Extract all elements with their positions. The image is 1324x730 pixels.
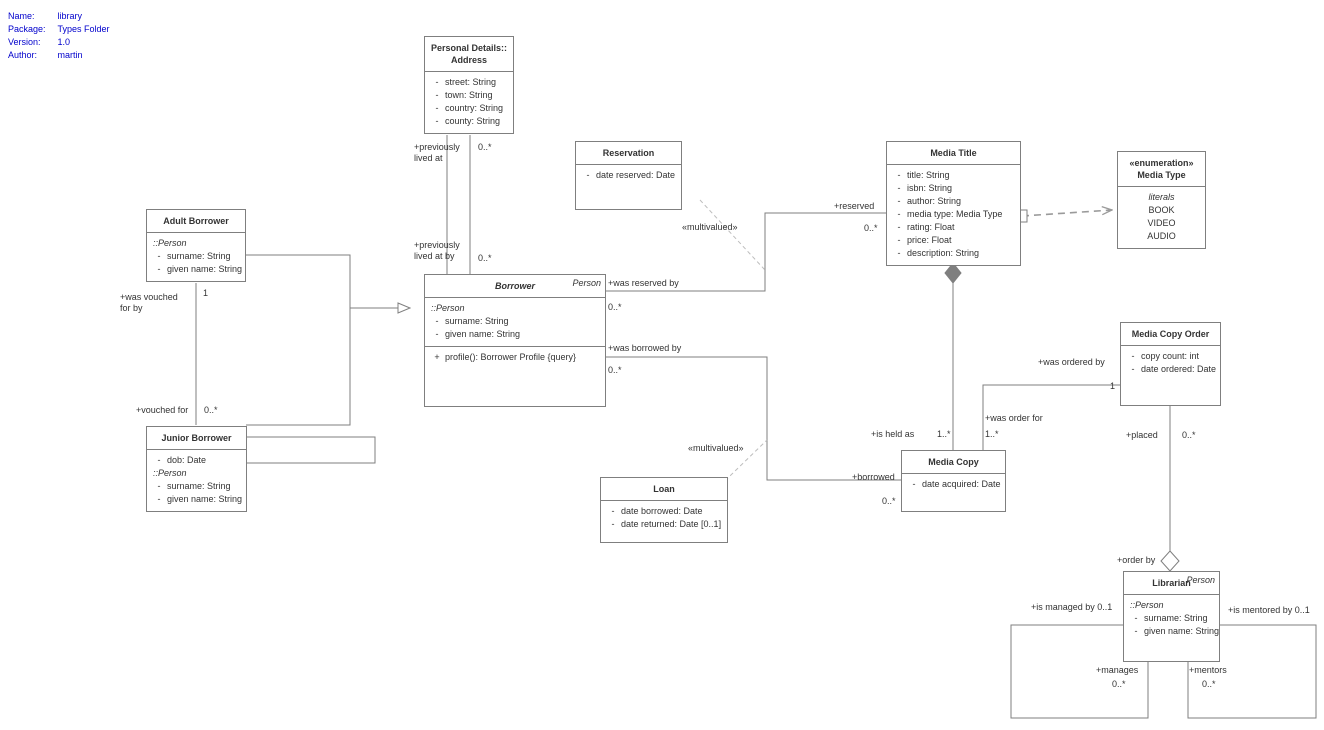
operation-row <box>429 351 601 364</box>
class-media-title-header: Media Title <box>930 148 977 158</box>
attribute-text: isbn: String <box>907 183 953 193</box>
class-borrower-header <box>425 275 605 297</box>
class-borrower[interactable] <box>424 274 606 407</box>
attribute-text: dob: Date <box>167 455 207 465</box>
metadata-key: Name: <box>8 11 35 21</box>
attribute-row <box>151 250 241 263</box>
attribute-row <box>605 518 723 531</box>
class-media-type-title: Media Type <box>1137 170 1186 180</box>
attribute-row <box>1128 612 1215 625</box>
attribute-text: description: String <box>907 248 980 258</box>
visibility-marker: - <box>435 116 439 126</box>
attribute-text: rating: Float <box>907 222 955 232</box>
class-librarian-attributes <box>1124 594 1219 643</box>
class-librarian-header <box>1124 572 1219 594</box>
label-text: for by <box>120 303 143 313</box>
label-is-held-as-multiplicity: 1..* <box>937 429 951 439</box>
metadata-row <box>8 23 110 36</box>
attribute-row <box>1125 350 1216 363</box>
visibility-marker: - <box>897 235 901 245</box>
attribute-row <box>151 454 242 467</box>
label-mentors-multiplicity: 0..* <box>1202 679 1216 689</box>
label-was-ordered-by-multiplicity: 1 <box>1110 381 1116 391</box>
class-junior-borrower-attributes <box>147 449 246 511</box>
class-media-title-attributes <box>887 164 1020 265</box>
metadata-value: Types Folder <box>57 24 110 34</box>
label-text: +previously <box>414 142 460 152</box>
visibility-marker: - <box>897 170 901 180</box>
attribute-row <box>429 328 601 341</box>
visibility-marker: - <box>611 519 615 529</box>
visibility-marker: - <box>912 479 916 489</box>
class-borrower-owner: Person <box>572 278 601 288</box>
metadata-key: Author: <box>8 50 38 60</box>
attribute-row <box>891 221 1016 234</box>
attribute-row <box>891 169 1016 182</box>
attribute-row <box>580 169 677 182</box>
literal-row: BOOK <box>1148 205 1175 215</box>
attribute-text: street: String <box>445 77 497 87</box>
operation-text: profile(): Borrower Profile {query} <box>445 352 577 362</box>
label-manages: +manages <box>1096 665 1139 675</box>
class-media-type-header <box>1118 152 1205 186</box>
label-manages-multiplicity: 0..* <box>1112 679 1126 689</box>
metadata-key: Version: <box>8 37 41 47</box>
label-mentors: +mentors <box>1189 665 1227 675</box>
attribute-row <box>151 263 241 276</box>
class-adult-borrower[interactable] <box>146 209 246 282</box>
literal-row: AUDIO <box>1147 231 1176 241</box>
label-was-borrowed-by-multiplicity: 0..* <box>608 365 622 375</box>
attribute-text: country: String <box>445 103 504 113</box>
attribute-text: surname: String <box>167 251 231 261</box>
label-multivalued-reservation: «multivalued» <box>682 222 738 232</box>
class-reservation-header: Reservation <box>602 148 655 158</box>
inherited-from-label: ::Person <box>1130 600 1164 610</box>
metadata-row <box>8 49 110 62</box>
label-text: +previously <box>414 240 460 250</box>
attribute-text: given name: String <box>167 494 243 504</box>
visibility-marker: - <box>157 455 161 465</box>
visibility-marker: - <box>435 103 439 113</box>
label-text: lived at <box>414 153 443 163</box>
visibility-marker: - <box>897 248 901 258</box>
label-text: lived at by <box>414 251 455 261</box>
label-vouched-for: +vouched for <box>136 405 189 415</box>
attribute-text: given name: String <box>445 329 521 339</box>
attribute-row <box>605 505 723 518</box>
label-borrowed-multiplicity: 0..* <box>882 496 896 506</box>
attribute-text: title: String <box>907 170 950 180</box>
label-is-mentored-by: +is mentored by 0..1 <box>1228 605 1310 615</box>
label-previously-lived-at <box>414 142 460 164</box>
visibility-marker: - <box>435 329 439 339</box>
class-reservation-attributes <box>576 164 681 187</box>
label-is-managed-by: +is managed by 0..1 <box>1031 602 1113 612</box>
inherited-from-label: ::Person <box>153 238 187 248</box>
class-reservation[interactable] <box>575 141 682 210</box>
attribute-row <box>891 208 1016 221</box>
class-media-copy[interactable] <box>901 450 1006 512</box>
visibility-marker: - <box>897 183 901 193</box>
visibility-marker: - <box>1131 351 1135 361</box>
class-media-copy-order-attributes <box>1121 345 1220 381</box>
attribute-row <box>151 480 242 493</box>
attribute-row <box>891 182 1016 195</box>
attribute-row <box>891 234 1016 247</box>
attribute-row <box>906 478 1001 491</box>
visibility-marker: - <box>157 264 161 274</box>
visibility-marker: - <box>435 77 439 87</box>
attribute-text: date borrowed: Date <box>621 506 703 516</box>
label-borrowed: +borrowed <box>852 472 895 482</box>
visibility-marker: - <box>897 196 901 206</box>
attribute-text: surname: String <box>167 481 231 491</box>
attribute-text: date acquired: Date <box>922 479 1001 489</box>
literal-row: VIDEO <box>1147 218 1176 228</box>
label-previously-lived-at-by-multiplicity: 0..* <box>478 253 492 263</box>
class-media-copy-order[interactable] <box>1120 322 1221 406</box>
attribute-row <box>1128 625 1220 638</box>
attribute-text: county: String <box>445 116 501 126</box>
class-media-copy-header: Media Copy <box>928 457 979 467</box>
class-adult-borrower-header: Adult Borrower <box>163 216 229 226</box>
metadata-row <box>8 10 110 23</box>
label-was-borrowed-by: +was borrowed by <box>608 343 682 353</box>
class-media-type-stereotype: «enumeration» <box>1129 158 1194 168</box>
class-adult-borrower-attributes <box>147 232 245 281</box>
visibility-marker: - <box>1134 626 1138 636</box>
label-order-by: +order by <box>1117 555 1156 565</box>
class-address-attributes <box>425 71 513 133</box>
visibility-marker: - <box>586 170 590 180</box>
label-previously-lived-at-by <box>414 240 460 262</box>
attribute-text: date reserved: Date <box>596 170 676 180</box>
class-borrower-attributes <box>425 297 605 346</box>
label-was-reserved-by: +was reserved by <box>608 278 679 288</box>
class-librarian-owner: Person <box>1186 575 1215 585</box>
attribute-text: media type: Media Type <box>907 209 1003 219</box>
class-librarian[interactable] <box>1123 571 1220 662</box>
class-borrower-operations <box>425 346 605 369</box>
attribute-text: date ordered: Date <box>1141 364 1217 374</box>
class-borrower-title: Borrower <box>494 281 535 291</box>
class-address-title-line1: Personal Details:: <box>430 43 508 53</box>
attribute-row <box>891 247 1016 260</box>
label-was-order-for: +was order for <box>985 413 1043 423</box>
visibility-marker: - <box>157 481 161 491</box>
metadata-value: martin <box>57 50 83 60</box>
label-was-vouched-multiplicity: 1 <box>203 288 209 298</box>
attribute-text: given name: String <box>167 264 243 274</box>
visibility-marker: + <box>434 352 440 362</box>
inherited-from-label: ::Person <box>153 468 187 478</box>
attribute-row <box>429 76 509 89</box>
attribute-row <box>1125 363 1216 376</box>
attribute-row <box>429 89 509 102</box>
label-was-ordered-by: +was ordered by <box>1038 357 1105 367</box>
label-text: +was vouched <box>120 292 178 302</box>
metadata-value: 1.0 <box>57 37 71 47</box>
visibility-marker: - <box>435 316 439 326</box>
attribute-text: surname: String <box>1144 613 1208 623</box>
label-is-held-as: +is held as <box>871 429 915 439</box>
attribute-row <box>151 493 242 506</box>
label-multivalued-loan: «multivalued» <box>688 443 744 453</box>
attribute-text: date returned: Date [0..1] <box>621 519 722 529</box>
attribute-row <box>891 195 1016 208</box>
visibility-marker: - <box>897 209 901 219</box>
class-media-title[interactable] <box>886 141 1021 266</box>
label-was-reserved-by-multiplicity: 0..* <box>608 302 622 312</box>
attribute-text: given name: String <box>1144 626 1220 636</box>
visibility-marker: - <box>1131 364 1135 374</box>
visibility-marker: - <box>157 251 161 261</box>
label-vouched-for-multiplicity: 0..* <box>204 405 218 415</box>
class-loan[interactable] <box>600 477 728 543</box>
attribute-text: price: Float <box>907 235 952 245</box>
diagram-metadata <box>8 10 110 62</box>
class-media-type[interactable] <box>1117 151 1206 249</box>
label-was-vouched-for-by <box>120 292 178 314</box>
visibility-marker: - <box>435 90 439 100</box>
class-junior-borrower[interactable] <box>146 426 247 512</box>
metadata-row <box>8 36 110 49</box>
label-previously-lived-at-multiplicity: 0..* <box>478 142 492 152</box>
attribute-text: surname: String <box>445 316 509 326</box>
attribute-row <box>429 115 509 128</box>
class-address[interactable] <box>424 36 514 134</box>
visibility-marker: - <box>157 494 161 504</box>
class-address-header <box>425 37 513 71</box>
attribute-text: copy count: int <box>1141 351 1200 361</box>
visibility-marker: - <box>611 506 615 516</box>
attribute-row <box>429 102 509 115</box>
class-media-type-literals <box>1118 186 1205 248</box>
metadata-value: library <box>57 11 83 21</box>
class-address-title-line2: Address <box>450 55 487 65</box>
literals-header: literals <box>1148 192 1175 202</box>
visibility-marker: - <box>1134 613 1138 623</box>
label-placed-multiplicity: 0..* <box>1182 430 1196 440</box>
label-placed: +placed <box>1126 430 1158 440</box>
class-librarian-title: Librarian <box>1152 578 1191 588</box>
label-reserved-multiplicity: 0..* <box>864 223 878 233</box>
label-was-order-for-multiplicity: 1..* <box>985 429 999 439</box>
attribute-text: town: String <box>445 90 493 100</box>
class-loan-attributes <box>601 500 727 536</box>
metadata-key: Package: <box>8 24 46 34</box>
class-loan-header: Loan <box>653 484 675 494</box>
class-media-copy-order-header: Media Copy Order <box>1131 329 1210 339</box>
label-reserved: +reserved <box>834 201 875 211</box>
inherited-from-label: ::Person <box>431 303 465 313</box>
class-media-copy-attributes <box>902 473 1005 496</box>
class-junior-borrower-header: Junior Borrower <box>161 433 232 443</box>
attribute-text: author: String <box>907 196 962 206</box>
visibility-marker: - <box>897 222 901 232</box>
attribute-row <box>429 315 601 328</box>
